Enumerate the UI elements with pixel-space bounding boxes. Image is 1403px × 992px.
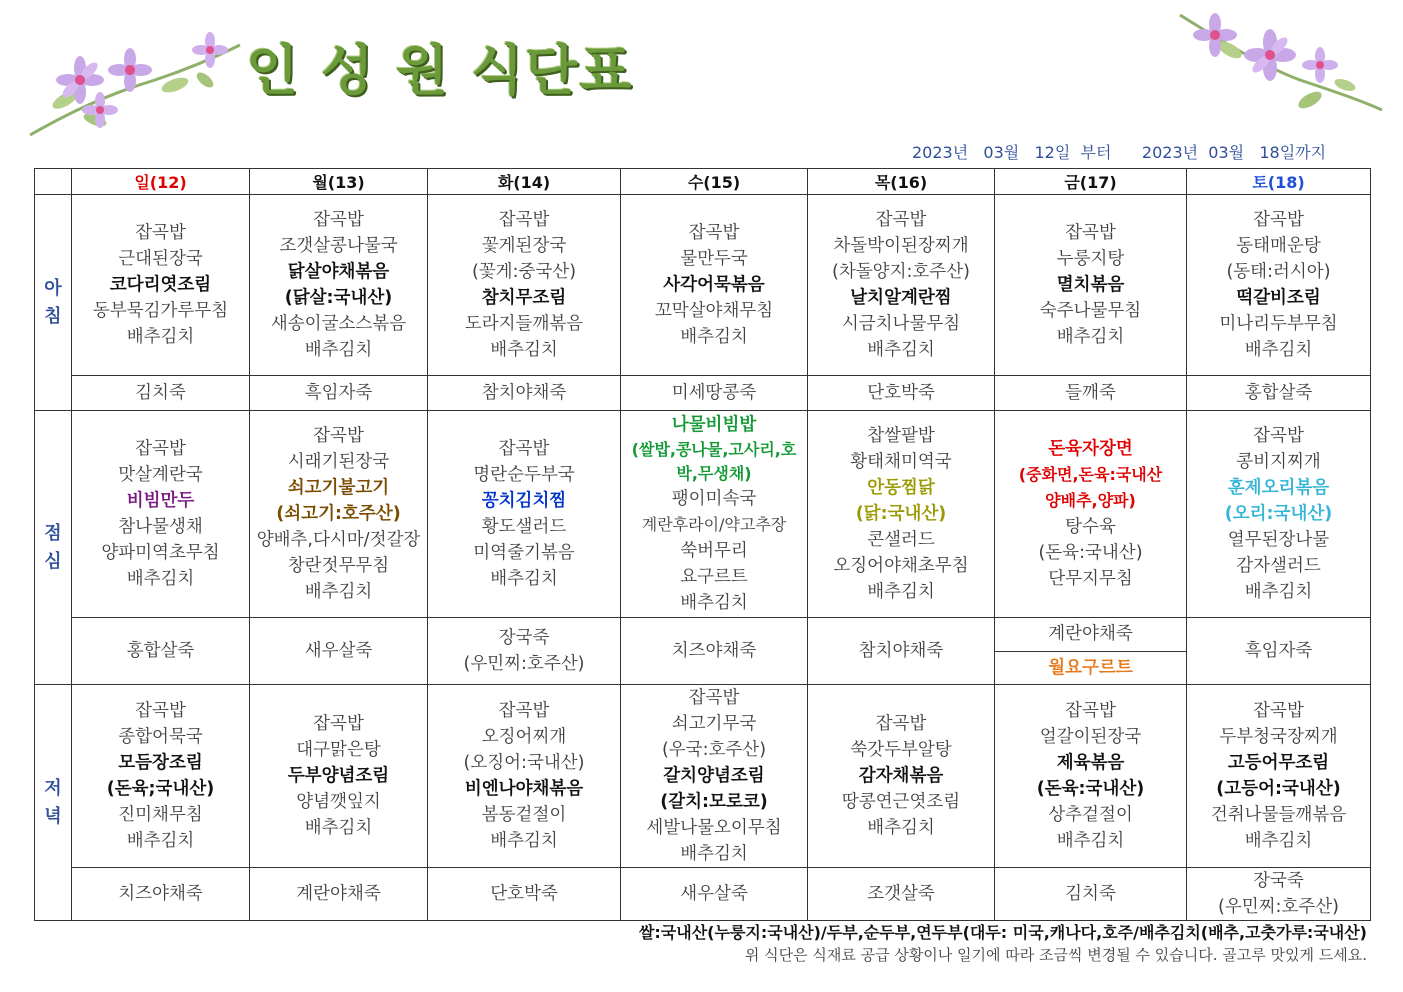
dinner-snack-row: [35, 868, 1371, 921]
breakfast-snack-fri: 들깨죽: [995, 376, 1187, 411]
breakfast-sat: 잡곡밥 동태매운탕 (동태:러시아) 떡갈비조림 미나리두부무침 배추김치: [1187, 195, 1371, 376]
lunch-sat: 잡곡밥 콩비지찌개 훈제오리볶음 (오리:국내산) 열무된장나물 감자샐러드 배추김치: [1187, 411, 1371, 618]
lunch-snack-sun: 홍합살죽: [72, 618, 250, 685]
dinner-snack-wed: 새우살죽: [621, 868, 808, 921]
lunch-tue: 잡곡밥 명란순두부국 꽁치김치찜 황도샐러드 미역줄기볶음 배추김치: [428, 411, 621, 618]
dinner-snack-sat: 장국죽 (우민찌:호주산): [1187, 868, 1371, 921]
breakfast-snack-thu: 단호박죽: [808, 376, 995, 411]
day-header-fri: 금(17): [995, 169, 1187, 195]
lunch-snack-mon: 새우살죽: [250, 618, 428, 685]
meal-label-lunch: 점 심: [35, 411, 72, 685]
lunch-sun: 잡곡밥 맛살계란국 비빔만두 참나물생채 양파미역초무침 배추김치: [72, 411, 250, 618]
breakfast-thu: 잡곡밥 차돌박이된장찌개 (차돌양지:호주산) 날치알계란찜 시금치나물무침 배추김치: [808, 195, 995, 376]
breakfast-row: [35, 195, 1371, 376]
lunch-wed: 나물비빔밥 (쌀밥,콩나물,고사리,호박,무생채) 팽이미속국 계란후라이/약고추장 쑥버무리 요구르트 배추김치: [621, 411, 808, 618]
dinner-snack-fri: 김치죽: [995, 868, 1187, 921]
flower-decoration-left-icon: [25, 25, 245, 140]
dinner-snack-thu: 조갯살죽: [808, 868, 995, 921]
lunch-thu: 찹쌀팥밥 황태채미역국 안동찜닭 (닭:국내산) 콘샐러드 오징어야채초무침 배추김치: [808, 411, 995, 618]
day-header-wed: 수(15): [621, 169, 808, 195]
day-header-sat: 토(18): [1187, 169, 1371, 195]
breakfast-mon: 잡곡밥 조갯살콩나물국 닭살야채볶음 (닭살:국내산) 새송이굴소스볶음 배추김치: [250, 195, 428, 376]
breakfast-snack-wed: 미세땅콩죽: [621, 376, 808, 411]
page-title: 인 성 원 식단표: [246, 39, 634, 102]
dinner-sat: 잡곡밥 두부청국장찌개 고등어무조림 (고등어:국내산) 건취나물들깨볶음 배추김치: [1187, 685, 1371, 868]
breakfast-sun: 잡곡밥 근대된장국 코다리엿조림 동부묵김가루무침 배추김치: [72, 195, 250, 376]
lunch-fri: 돈육자장면 (중화면,돈육:국내산 양배추,양파) 탕수육 (돈육:국내산) 단무지무침: [995, 411, 1187, 618]
lunch-snack-sat: 흑임자죽: [1187, 618, 1371, 685]
lunch-mon: 잡곡밥 시래기된장국 쇠고기불고기 (쇠고기:호주산) 양배추,다시마/젓갈장 창란젓무무침 배추김치: [250, 411, 428, 618]
breakfast-snack-mon: 흑임자죽: [250, 376, 428, 411]
meal-label-dinner: 저 녁: [35, 685, 72, 921]
dinner-snack-tue: 단호박죽: [428, 868, 621, 921]
breakfast-snack-tue: 참치야채죽: [428, 376, 621, 411]
lunch-snack-wed: 치즈야채죽: [621, 618, 808, 685]
header-corner: [35, 169, 72, 195]
dinner-tue: 잡곡밥 오징어찌개 (오징어:국내산) 비엔나야채볶음 봄동겉절이 배추김치: [428, 685, 621, 868]
lunch-snack-thu: 참치야채죽: [808, 618, 995, 685]
dinner-sun: 잡곡밥 종합어묵국 모듬장조림 (돈육;국내산) 진미채무침 배추김치: [72, 685, 250, 868]
breakfast-snack-sun: 김치죽: [72, 376, 250, 411]
day-header-mon: 월(13): [250, 169, 428, 195]
dinner-snack-sun: 치즈야채죽: [72, 868, 250, 921]
origin-note: 쌀:국내산(누룽지:국내산)/두부,순두부,연두부(대두: 미국,캐나다,호주/배추김치(배추,고춧가루:국내산): [638, 923, 1367, 942]
breakfast-snack-row: [35, 376, 1371, 411]
dinner-fri: 잡곡밥 얼갈이된장국 제육볶음 (돈육:국내산) 상추겉절이 배추김치: [995, 685, 1187, 868]
dinner-thu: 잡곡밥 쑥갓두부알탕 감자채볶음 땅콩연근엿조림 배추김치: [808, 685, 995, 868]
lunch-snack-fri: 계란야채죽 월요구르트: [995, 618, 1187, 685]
dinner-row: [35, 685, 1371, 868]
lunch-snack-tue: 장국죽 (우민찌:호주산): [428, 618, 621, 685]
dinner-mon: 잡곡밥 대구맑은탕 두부양념조림 양념깻잎지 배추김치: [250, 685, 428, 868]
day-header-thu: 목(16): [808, 169, 995, 195]
lunch-snack-row: [35, 618, 1371, 685]
flower-decoration-right-icon: [1170, 10, 1385, 120]
breakfast-fri: 잡곡밥 누룽지탕 멸치볶음 숙주나물무침 배추김치: [995, 195, 1187, 376]
menu-table: [34, 168, 1371, 921]
menu-change-note: 위 식단은 식재료 공급 상황이나 일기에 따라 조금씩 변경될 수 있습니다. 골고루 맛있게 드세요.: [744, 946, 1367, 964]
dinner-wed: 잡곡밥 쇠고기무국 (우국:호주산) 갈치양념조림 (갈치:모로코) 세발나물오이무침 배추김치: [621, 685, 808, 868]
day-header-sun: 일(12): [72, 169, 250, 195]
lunch-row: [35, 411, 1371, 618]
header-row: [35, 169, 1371, 195]
date-range: 2023년 03월 12일 부터 2023년 03월 18일까지: [912, 143, 1327, 162]
breakfast-tue: 잡곡밥 꽃게된장국 (꽃게:중국산) 참치무조림 도라지들깨볶음 배추김치: [428, 195, 621, 376]
meal-label-breakfast: 아 침: [35, 195, 72, 411]
dinner-snack-mon: 계란야채죽: [250, 868, 428, 921]
breakfast-wed: 잡곡밥 물만두국 사각어묵볶음 꼬막살야채무침 배추김치: [621, 195, 808, 376]
breakfast-snack-sat: 홍합살죽: [1187, 376, 1371, 411]
day-header-tue: 화(14): [428, 169, 621, 195]
